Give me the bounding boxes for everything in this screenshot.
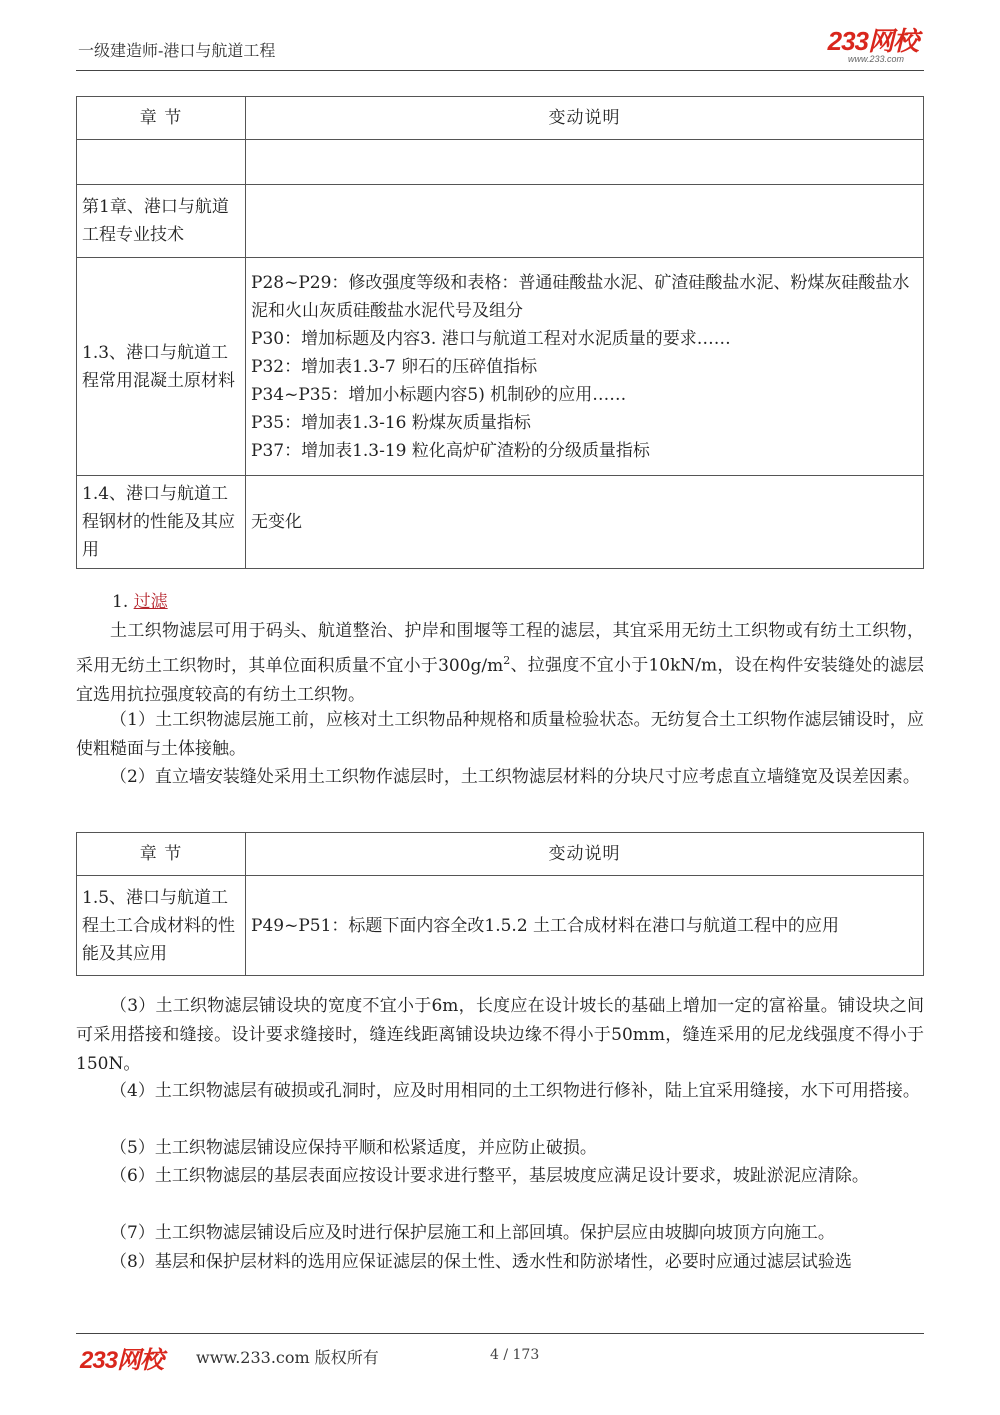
chapter-cell: 1.3、港口与航道工程常用混凝土原材料 <box>77 258 246 476</box>
col-header-chapter: 章 节 <box>77 97 246 140</box>
table-row <box>77 476 924 569</box>
col-header-change: 变动说明 <box>246 97 924 140</box>
change-cell: P49~P51：标题下面内容全改1.5.2 土工合成材料在港口与航道工程中的应用 <box>246 876 924 976</box>
intro-text-b: 、拉强度不宜小于10kN/m，设在构件安装缝处的滤层宜选用抗拉强度较高的有纺土工织物。 <box>76 655 924 705</box>
change-cell <box>246 140 924 185</box>
table-header-row <box>77 97 924 140</box>
paragraph-3: （3）土工织物滤层铺设块的宽度不宜小于6m，长度应在设计坡长的基础上增加一定的富裕量。铺设块之间可采用搭接和缝接。设计要求缝接时，缝连线距离铺设块边缘不得小于50mm，缝连采用的尼龙线强度不得小于150N。 <box>76 996 924 1074</box>
change-line: P30：增加标题及内容3. 港口与航道工程对水泥质量的要求…… <box>251 328 731 349</box>
change-cell: 无变化 <box>246 476 924 569</box>
paragraph-1: （1）土工织物滤层施工前，应核对土工织物品种规格和质量检验状态。无纺复合土工织物作滤层铺设时，应使粗糙面与土体接触。 <box>76 710 924 759</box>
col-header-chapter: 章 节 <box>77 833 246 876</box>
chapter-cell: 1.5、港口与航道工程土工合成材料的性能及其应用 <box>77 876 246 976</box>
section-number: 1. <box>112 592 129 612</box>
document-header-title: 一级建造师-港口与航道工程 <box>78 41 276 60</box>
change-line: P35：增加表1.3-16 粉煤灰质量指标 <box>251 412 531 433</box>
paragraph-2: （2）直立墙安装缝处采用土工织物作滤层时，土工织物滤层材料的分块尺寸应考虑直立墙缝宽及误差因素。 <box>110 767 920 787</box>
paragraph-4: （4）土工织物滤层有破损或孔洞时，应及时用相同的土工织物进行修补，陆上宜采用缝接，水下可用搭接。 <box>110 1081 920 1101</box>
footer-copyright: www.233.com 版权所有 <box>196 1348 379 1367</box>
table-header-row <box>77 833 924 876</box>
change-cell <box>246 258 924 476</box>
intro-text-a: 土工织物滤层可用于码头、航道整治、护岸和围堰等工程的滤层，其宜采用无纺土工织物或有纺土工织物，采用无纺土工织物时，其单位面积质量不宜小于300g/m <box>76 621 924 676</box>
change-line: P32：增加表1.3-7 卵石的压碎值指标 <box>251 356 538 377</box>
brand-logo[interactable] <box>828 28 918 64</box>
change-line: P34~P35：增加小标题内容5) 机制砂的应用…… <box>251 384 627 405</box>
table-row <box>77 185 924 258</box>
chapter-cell: 1.4、港口与航道工程钢材的性能及其应用 <box>77 476 246 569</box>
section-heading <box>112 590 168 614</box>
header-divider <box>76 70 924 71</box>
logo-url: www.233.com <box>847 54 904 64</box>
changes-table-1 <box>76 96 924 569</box>
page-number: 4 / 173 <box>490 1347 540 1363</box>
change-line: P28~P29：修改强度等级和表格：普通硅酸盐水泥、矿渣硅酸盐水泥、粉煤灰硅酸盐水泥和火山灰质硅酸盐水泥代号及组分 <box>251 272 910 321</box>
table-row <box>77 140 924 185</box>
col-header-change: 变动说明 <box>246 833 924 876</box>
change-line: P37：增加表1.3-19 粒化高炉矿渣粉的分级质量指标 <box>251 440 650 461</box>
footer-divider <box>76 1333 924 1334</box>
paragraph-8: （8）基层和保护层材料的选用应保证滤层的保土性、透水性和防淤堵性，必要时应通过滤层试验选 <box>110 1252 852 1272</box>
paragraph-intro <box>76 617 924 710</box>
paragraph-6: （6）土工织物滤层的基层表面应按设计要求进行整平，基层坡度应满足设计要求，坡趾淤泥应清除。 <box>110 1166 869 1186</box>
footer-logo[interactable]: 233网校 <box>80 1347 164 1374</box>
logo-text: 233网校 <box>827 26 918 56</box>
paragraph-7: （7）土工织物滤层铺设后应及时进行保护层施工和上部回填。保护层应由坡脚向坡顶方向施工。 <box>110 1223 835 1243</box>
change-cell <box>246 185 924 258</box>
chapter-cell <box>77 140 246 185</box>
table-row <box>77 876 924 976</box>
intro-superscript: 2 <box>503 654 511 667</box>
changes-table-2 <box>76 832 924 976</box>
section-title-link[interactable]: 过滤 <box>133 592 168 612</box>
chapter-cell: 第1章、港口与航道工程专业技术 <box>77 185 246 258</box>
table-row <box>77 258 924 476</box>
paragraph-5: （5）土工织物滤层铺设应保持平顺和松紧适度，并应防止破损。 <box>110 1138 597 1158</box>
